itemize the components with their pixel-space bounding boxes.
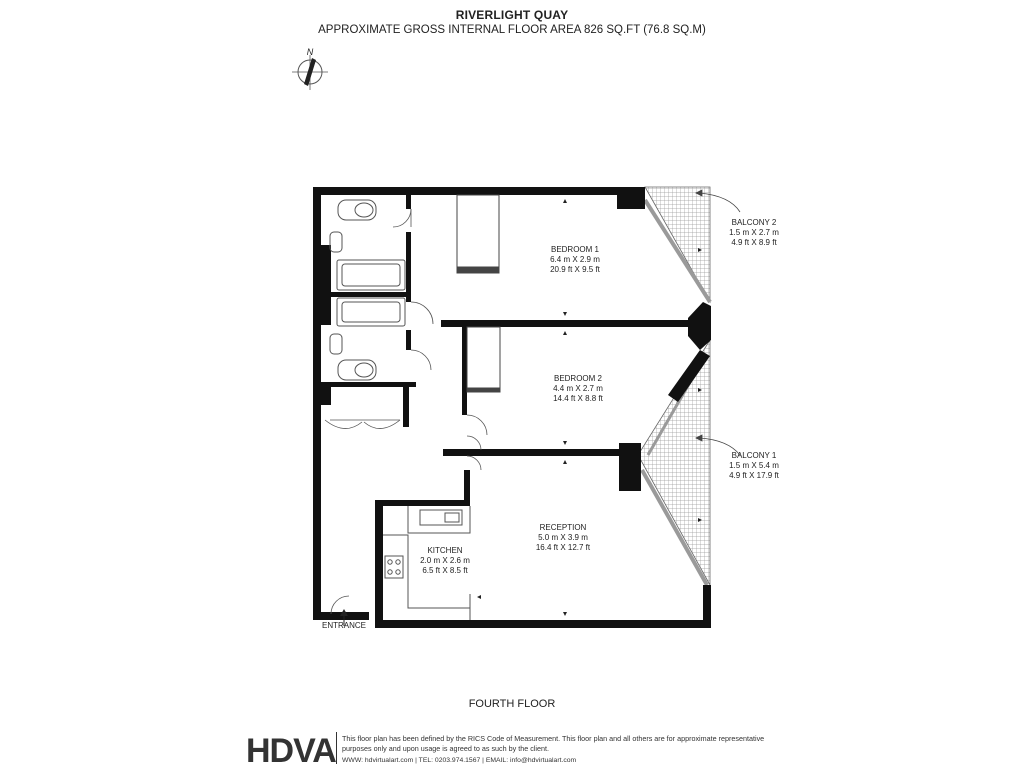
balcony-2-metric: 1.5 m X 2.7 m — [729, 228, 779, 237]
balcony-2-name: BALCONY 2 — [731, 218, 777, 227]
compass-icon — [292, 47, 328, 90]
reception-name: RECEPTION — [539, 523, 587, 532]
footer-contact: WWW: hdvirtualart.com | TEL: 0203.974.1567 | EMAIL: info@hdvirtualart.com — [342, 757, 577, 764]
footer-disclaimer: This floor plan has been defined by the RICS Code of Measurement. This floor plan and all others are for approximate representative purposes only and upon usage is agreed to as such by the client. — [342, 734, 765, 753]
wardrobe-bedroom-2 — [467, 327, 500, 392]
balcony-1-area — [638, 340, 710, 585]
balcony-2-area — [645, 187, 710, 302]
reception-imperial: 16.4 ft X 12.7 ft — [535, 543, 591, 552]
kitchen-imperial: 6.5 ft X 8.5 ft — [422, 566, 468, 575]
wardrobe-bedroom-1 — [457, 195, 499, 273]
hdva-logo: HDVA — [246, 732, 336, 770]
kitchen-metric: 2.0 m X 2.6 m — [420, 556, 470, 565]
bedroom-1-metric: 6.4 m X 2.9 m — [550, 255, 600, 264]
reception-metric: 5.0 m X 3.9 m — [538, 533, 588, 542]
bedroom-1-imperial: 20.9 ft X 9.5 ft — [550, 265, 600, 274]
balcony-1-metric: 1.5 m X 5.4 m — [729, 461, 779, 470]
compass-north-letter: N — [306, 47, 314, 57]
balcony-1-imperial: 4.9 ft X 17.9 ft — [729, 471, 779, 480]
bedroom-2-metric: 4.4 m X 2.7 m — [553, 384, 603, 393]
bedroom-2-imperial: 14.4 ft X 8.8 ft — [553, 394, 603, 403]
page-title: RIVERLIGHT QUAY — [455, 8, 569, 22]
entrance-label: ENTRANCE — [321, 621, 367, 630]
balcony-1-name: BALCONY 1 — [731, 451, 777, 460]
kitchen-name: KITCHEN — [427, 546, 463, 555]
bedroom-2-name: BEDROOM 2 — [553, 374, 603, 383]
bedroom-1-name: BEDROOM 1 — [550, 245, 600, 254]
footer-divider — [336, 732, 337, 764]
balcony-2-imperial: 4.9 ft X 8.9 ft — [731, 238, 777, 247]
exterior-walls — [313, 187, 711, 628]
floor-level-label: FOURTH FLOOR — [468, 698, 556, 710]
floor-area-subtitle: APPROXIMATE GROSS INTERNAL FLOOR AREA 826 SQ.FT (76.8 SQ.M) — [318, 24, 706, 36]
